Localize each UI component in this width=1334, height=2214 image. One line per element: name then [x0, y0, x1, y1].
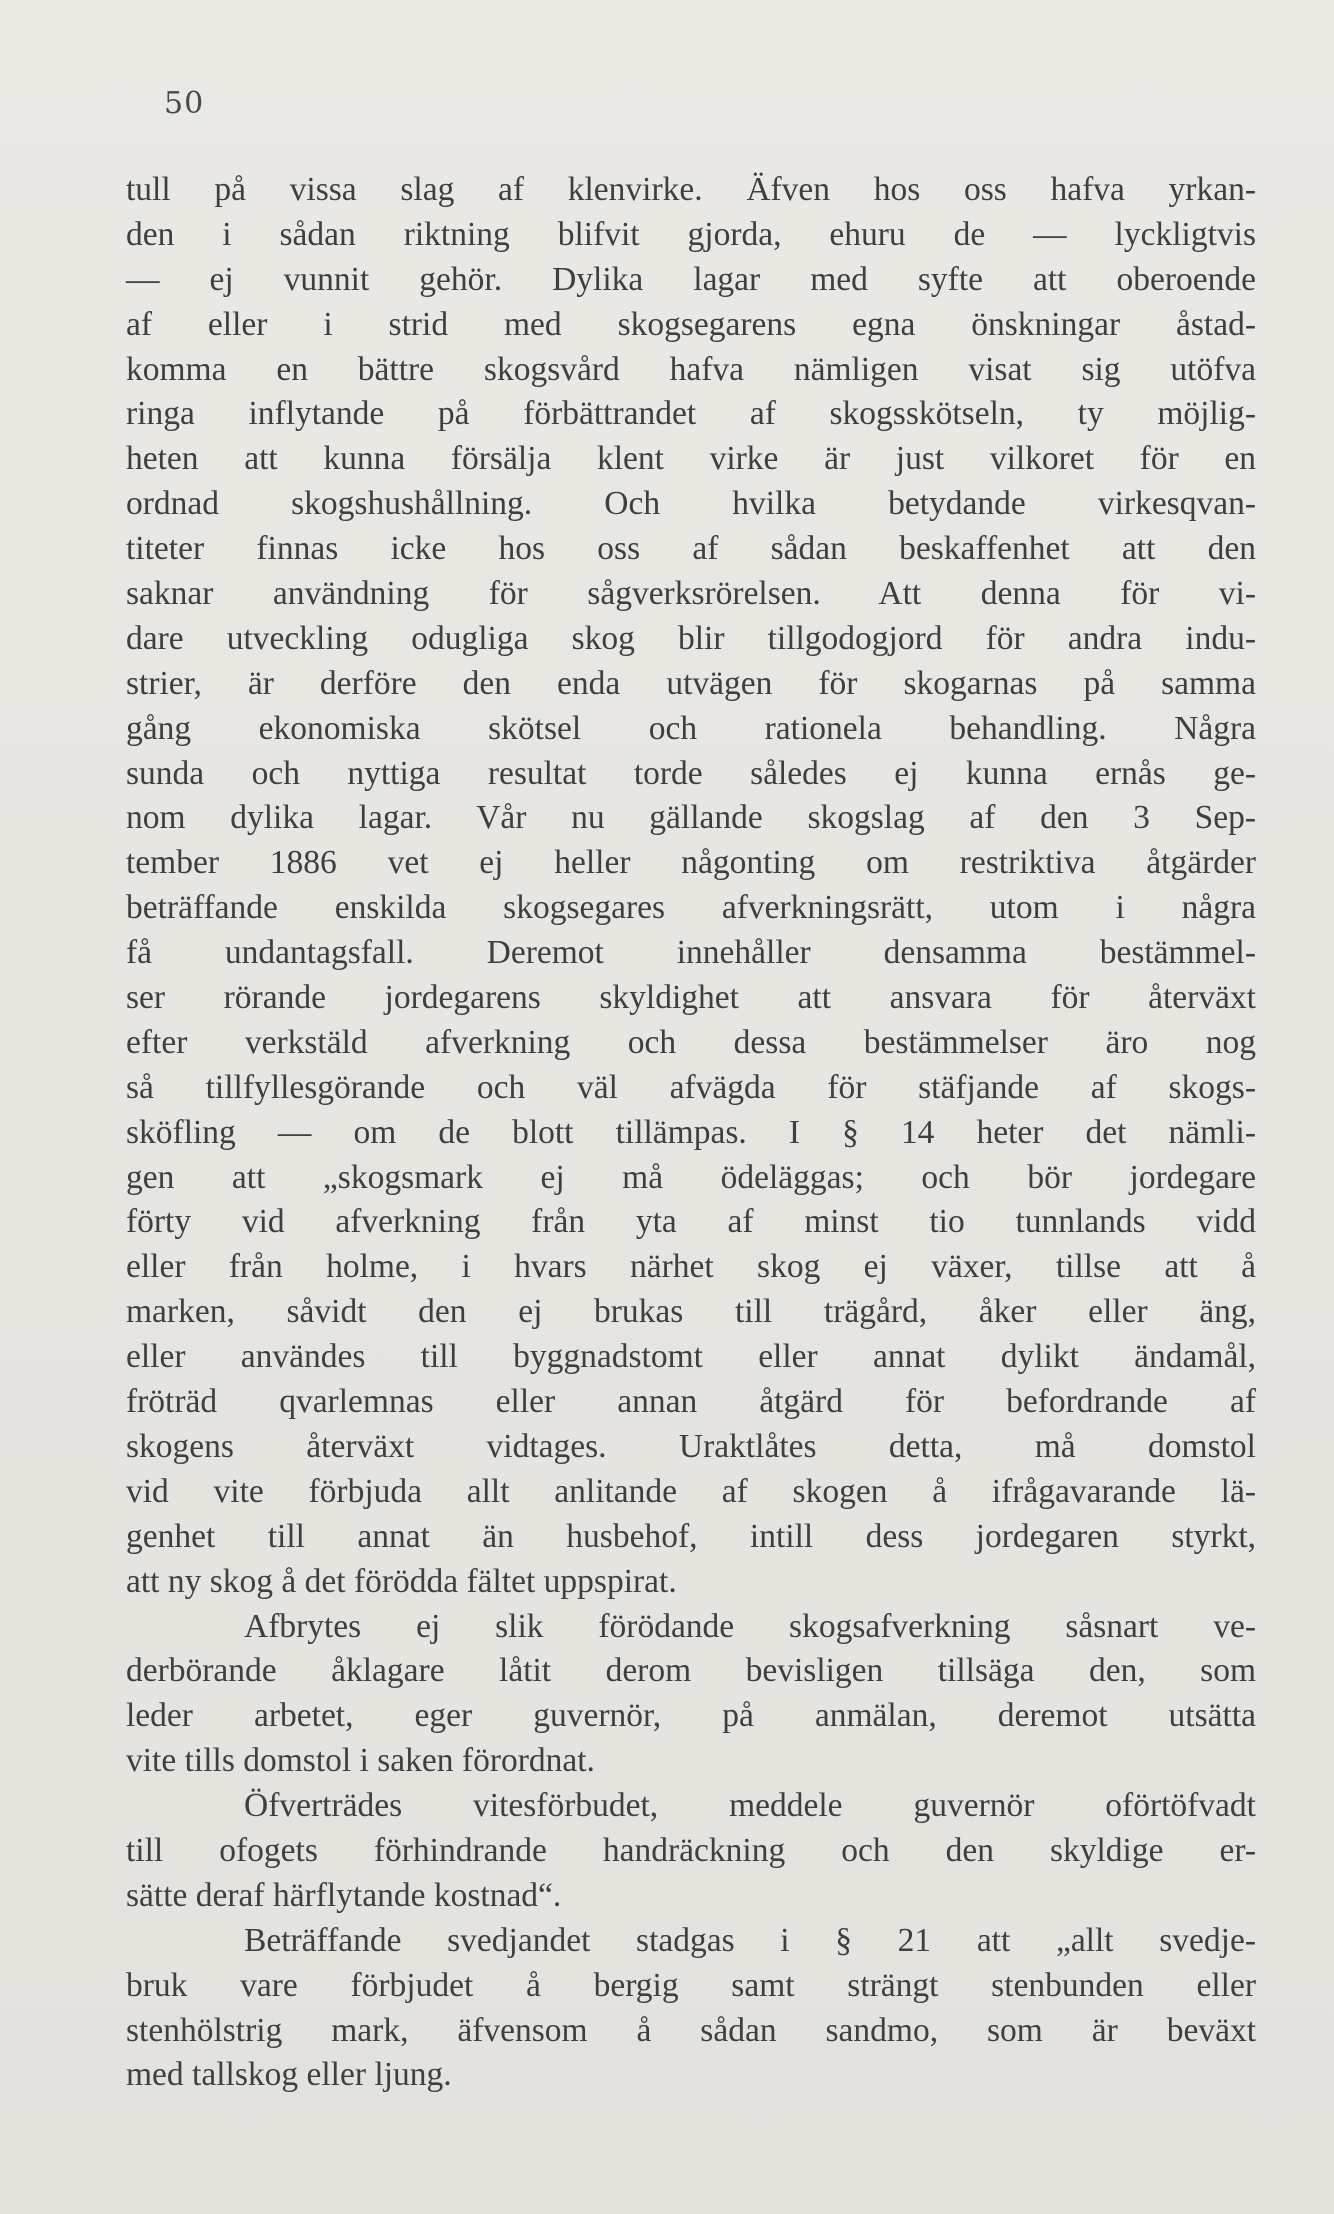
text-line: Öfverträdes vitesförbudet, meddele guvernör oförtöfvadt — [244, 1787, 1256, 1825]
text-line: strier, är derföre den enda utvägen för skogarnas på samma — [126, 664, 1256, 702]
text-line: sunda och nyttiga resultat torde således ej kunna ernås ge- — [126, 754, 1256, 792]
text-line: komma en bättre skogsvård hafva nämligen visat sig utöfva — [126, 350, 1256, 388]
text-line: nom dylika lagar. Vår nu gällande skogslag af den 3 Sep- — [126, 799, 1256, 837]
text-line: fröträd qvarlemnas eller annan åtgärd för befordrande af — [126, 1383, 1256, 1421]
text-line: Beträffande svedjandet stadgas i § 21 att „allt svedje- — [244, 1921, 1256, 1959]
text-line: tember 1886 vet ej heller någonting om restriktiva åtgärder — [126, 844, 1256, 882]
text-line: af eller i strid med skogsegarens egna önskningar åstad- — [126, 305, 1256, 343]
text-line: till ofogets förhindrande handräckning och den skyldige er- — [126, 1831, 1256, 1869]
text-line: ringa inflytande på förbättrandet af skogsskötseln, ty möjlig- — [126, 395, 1256, 433]
text-line: ordnad skogshushållning. Och hvilka betydande virkesqvan- — [126, 485, 1256, 523]
text-line: stenhölstrig mark, äfvensom å sådan sandmo, som är beväxt — [126, 2011, 1256, 2049]
text-line: Afbrytes ej slik förödande skogsafverkning såsnart ve- — [244, 1607, 1256, 1645]
text-line: så tillfyllesgörande och väl afvägda för stäfjande af skogs- — [126, 1068, 1256, 1106]
text-line: heten att kunna försälja klent virke är just vilkoret för en — [126, 440, 1256, 478]
text-line: beträffande enskilda skogsegares afverkningsrätt, utom i några — [126, 889, 1256, 927]
text-line: vite tills domstol i saken förordnat. — [126, 1742, 595, 1780]
text-line: få undantagsfall. Deremot innehåller densamma bestämmel- — [126, 934, 1256, 972]
text-line: eller från holme, i hvars närhet skog ej växer, tillse att å — [126, 1248, 1256, 1286]
text-line: leder arbetet, eger guvernör, på anmälan, deremot utsätta — [126, 1697, 1256, 1735]
text-line: den i sådan riktning blifvit gjorda, ehuru de — lyckligtvis — [126, 215, 1256, 253]
text-line: dare utveckling odugliga skog blir tillgodogjord för andra indu- — [126, 619, 1256, 657]
text-line: titeter finnas icke hos oss af sådan beskaffenhet att den — [126, 530, 1256, 568]
text-line: tull på vissa slag af klenvirke. Äfven hos oss hafva yrkan- — [126, 171, 1256, 208]
text-line: att ny skog å det förödda fältet uppspirat. — [126, 1562, 677, 1600]
text-line: — ej vunnit gehör. Dylika lagar med syfte att oberoende — [126, 260, 1256, 298]
body-text — [126, 168, 1256, 2098]
text-line: vid vite förbjuda allt anlitande af skogen å ifrågavarande lä- — [126, 1472, 1256, 1510]
text-line: gen att „skogsmark ej må ödeläggas; och bör jordegare — [126, 1158, 1256, 1196]
text-line: gång ekonomiska skötsel och rationela behandling. Några — [126, 709, 1256, 747]
text-line: sköfling — om de blott tillämpas. I § 14 heter det nämli- — [126, 1113, 1256, 1151]
text-line: saknar användning för sågverksrörelsen. Att denna för vi- — [126, 575, 1256, 613]
text-line: genhet till annat än husbehof, intill dess jordegaren styrkt, — [126, 1517, 1256, 1555]
text-line: eller användes till byggnadstomt eller annat dylikt ändamål, — [126, 1338, 1256, 1376]
text-line: marken, såvidt den ej brukas till trägård, åker eller äng, — [126, 1293, 1256, 1331]
text-line: förty vid afverkning från yta af minst tio tunnlands vidd — [126, 1203, 1256, 1241]
text-line: bruk vare förbjudet å bergig samt strängt stenbunden eller — [126, 1966, 1256, 2004]
text-line: derbörande åklagare låtit derom bevisligen tillsäga den, som — [126, 1652, 1256, 1690]
page-number: 50 — [164, 86, 205, 121]
text-line: med tallskog eller ljung. — [126, 2056, 452, 2094]
text-line: skogens återväxt vidtages. Uraktlåtes detta, må domstol — [126, 1427, 1256, 1465]
text-line: ser rörande jordegarens skyldighet att ansvara för återväxt — [126, 979, 1256, 1017]
text-line: sätte deraf härflytande kostnad“. — [126, 1876, 562, 1914]
text-line: efter verkstäld afverkning och dessa bestämmelser äro nog — [126, 1023, 1256, 1061]
